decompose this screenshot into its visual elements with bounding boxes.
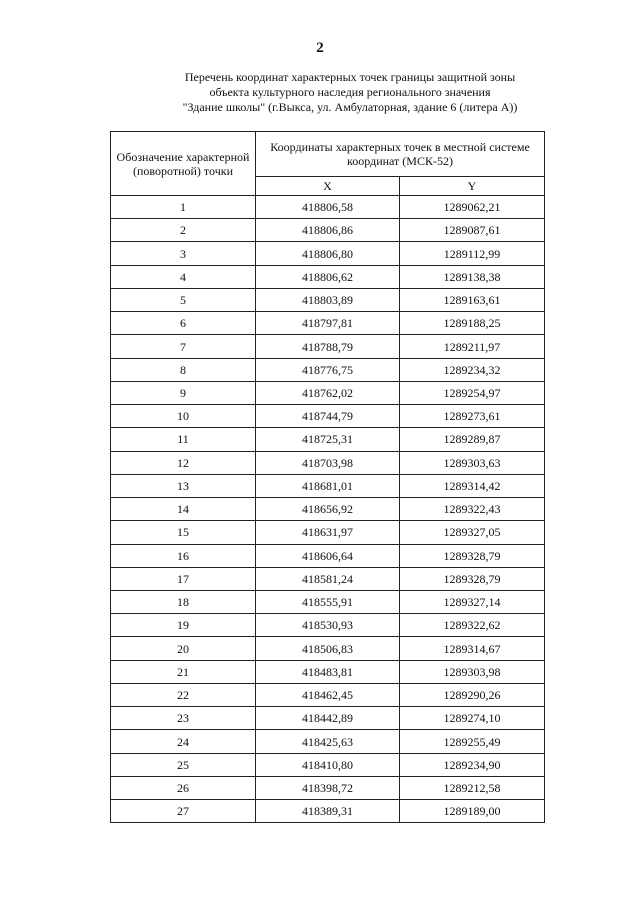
x-value: 418442,89 [256, 707, 400, 730]
table-row [111, 242, 545, 265]
table-body [111, 196, 545, 823]
x-value: 418581,24 [256, 567, 400, 590]
point-number: 15 [111, 521, 256, 544]
table-row [111, 590, 545, 613]
table-row [111, 381, 545, 404]
point-number: 20 [111, 637, 256, 660]
point-number: 3 [111, 242, 256, 265]
table-row [111, 683, 545, 706]
table-row [111, 707, 545, 730]
x-value: 418389,31 [256, 800, 400, 823]
x-value: 418806,86 [256, 219, 400, 242]
x-value: 418506,83 [256, 637, 400, 660]
x-value: 418797,81 [256, 312, 400, 335]
table-row [111, 288, 545, 311]
table-row [111, 428, 545, 451]
point-number: 16 [111, 544, 256, 567]
y-value: 1289211,97 [400, 335, 545, 358]
y-value: 1289327,14 [400, 590, 545, 613]
y-value: 1289163,61 [400, 288, 545, 311]
point-number: 17 [111, 567, 256, 590]
title-line-1: Перечень координат характерных точек границы защитной зоны [184, 70, 516, 84]
x-value: 418681,01 [256, 474, 400, 497]
x-value: 418530,93 [256, 614, 400, 637]
point-number: 25 [111, 753, 256, 776]
point-number: 5 [111, 288, 256, 311]
table-row [111, 405, 545, 428]
table-row [111, 776, 545, 799]
point-number: 21 [111, 660, 256, 683]
table-row [111, 660, 545, 683]
y-value: 1289328,79 [400, 567, 545, 590]
point-number: 24 [111, 730, 256, 753]
table-row [111, 637, 545, 660]
point-number: 4 [111, 265, 256, 288]
table-row [111, 614, 545, 637]
x-value: 418555,91 [256, 590, 400, 613]
table-row [111, 474, 545, 497]
x-value: 418725,31 [256, 428, 400, 451]
x-value: 418744,79 [256, 405, 400, 428]
y-value: 1289314,42 [400, 474, 545, 497]
x-value: 418631,97 [256, 521, 400, 544]
y-value: 1289189,00 [400, 800, 545, 823]
x-value: 418656,92 [256, 498, 400, 521]
point-number: 14 [111, 498, 256, 521]
point-number: 19 [111, 614, 256, 637]
document-title [110, 70, 590, 115]
point-number: 12 [111, 451, 256, 474]
y-value: 1289290,26 [400, 683, 545, 706]
point-number: 13 [111, 474, 256, 497]
x-value: 418806,62 [256, 265, 400, 288]
point-number: 2 [111, 219, 256, 242]
header-y: Y [400, 177, 545, 196]
header-point-designation: Обозначение характерной (поворотной) точки [111, 132, 256, 196]
table-row [111, 451, 545, 474]
point-number: 1 [111, 196, 256, 219]
table-row [111, 335, 545, 358]
point-number: 22 [111, 683, 256, 706]
title-line-3: "Здание школы" (г.Выкса, ул. Амбулаторная, здание 6 (литера А)) [182, 100, 518, 114]
y-value: 1289303,63 [400, 451, 545, 474]
x-value: 418703,98 [256, 451, 400, 474]
table-row [111, 312, 545, 335]
y-value: 1289138,38 [400, 265, 545, 288]
point-number: 10 [111, 405, 256, 428]
x-value: 418762,02 [256, 381, 400, 404]
table-row [111, 358, 545, 381]
y-value: 1289303,98 [400, 660, 545, 683]
table-row [111, 265, 545, 288]
table-row [111, 521, 545, 544]
table-row [111, 544, 545, 567]
y-value: 1289112,99 [400, 242, 545, 265]
point-number: 6 [111, 312, 256, 335]
y-value: 1289234,32 [400, 358, 545, 381]
header-x: X [256, 177, 400, 196]
y-value: 1289274,10 [400, 707, 545, 730]
point-number: 27 [111, 800, 256, 823]
point-number: 11 [111, 428, 256, 451]
point-number: 8 [111, 358, 256, 381]
y-value: 1289273,61 [400, 405, 545, 428]
y-value: 1289188,25 [400, 312, 545, 335]
point-number: 7 [111, 335, 256, 358]
y-value: 1289255,49 [400, 730, 545, 753]
table-row [111, 196, 545, 219]
y-value: 1289328,79 [400, 544, 545, 567]
table-row [111, 800, 545, 823]
x-value: 418806,80 [256, 242, 400, 265]
y-value: 1289322,62 [400, 614, 545, 637]
x-value: 418803,89 [256, 288, 400, 311]
point-number: 9 [111, 381, 256, 404]
table-row [111, 567, 545, 590]
table-row [111, 219, 545, 242]
x-value: 418398,72 [256, 776, 400, 799]
header-coordinates: Координаты характерных точек в местной системе координат (МСК-52) [256, 132, 545, 177]
point-number: 23 [111, 707, 256, 730]
y-value: 1289087,61 [400, 219, 545, 242]
y-value: 1289062,21 [400, 196, 545, 219]
y-value: 1289254,97 [400, 381, 545, 404]
x-value: 418606,64 [256, 544, 400, 567]
y-value: 1289289,87 [400, 428, 545, 451]
y-value: 1289212,58 [400, 776, 545, 799]
table-row [111, 498, 545, 521]
coordinates-table [110, 131, 545, 823]
x-value: 418788,79 [256, 335, 400, 358]
point-number: 18 [111, 590, 256, 613]
x-value: 418483,81 [256, 660, 400, 683]
y-value: 1289234,90 [400, 753, 545, 776]
x-value: 418462,45 [256, 683, 400, 706]
y-value: 1289322,43 [400, 498, 545, 521]
y-value: 1289314,67 [400, 637, 545, 660]
x-value: 418410,80 [256, 753, 400, 776]
page-number: 2 [316, 40, 324, 56]
point-number: 26 [111, 776, 256, 799]
x-value: 418776,75 [256, 358, 400, 381]
x-value: 418425,63 [256, 730, 400, 753]
y-value: 1289327,05 [400, 521, 545, 544]
table-row [111, 753, 545, 776]
x-value: 418806,58 [256, 196, 400, 219]
table-row [111, 730, 545, 753]
title-line-2: объекта культурного наследия регионального значения [209, 85, 491, 99]
